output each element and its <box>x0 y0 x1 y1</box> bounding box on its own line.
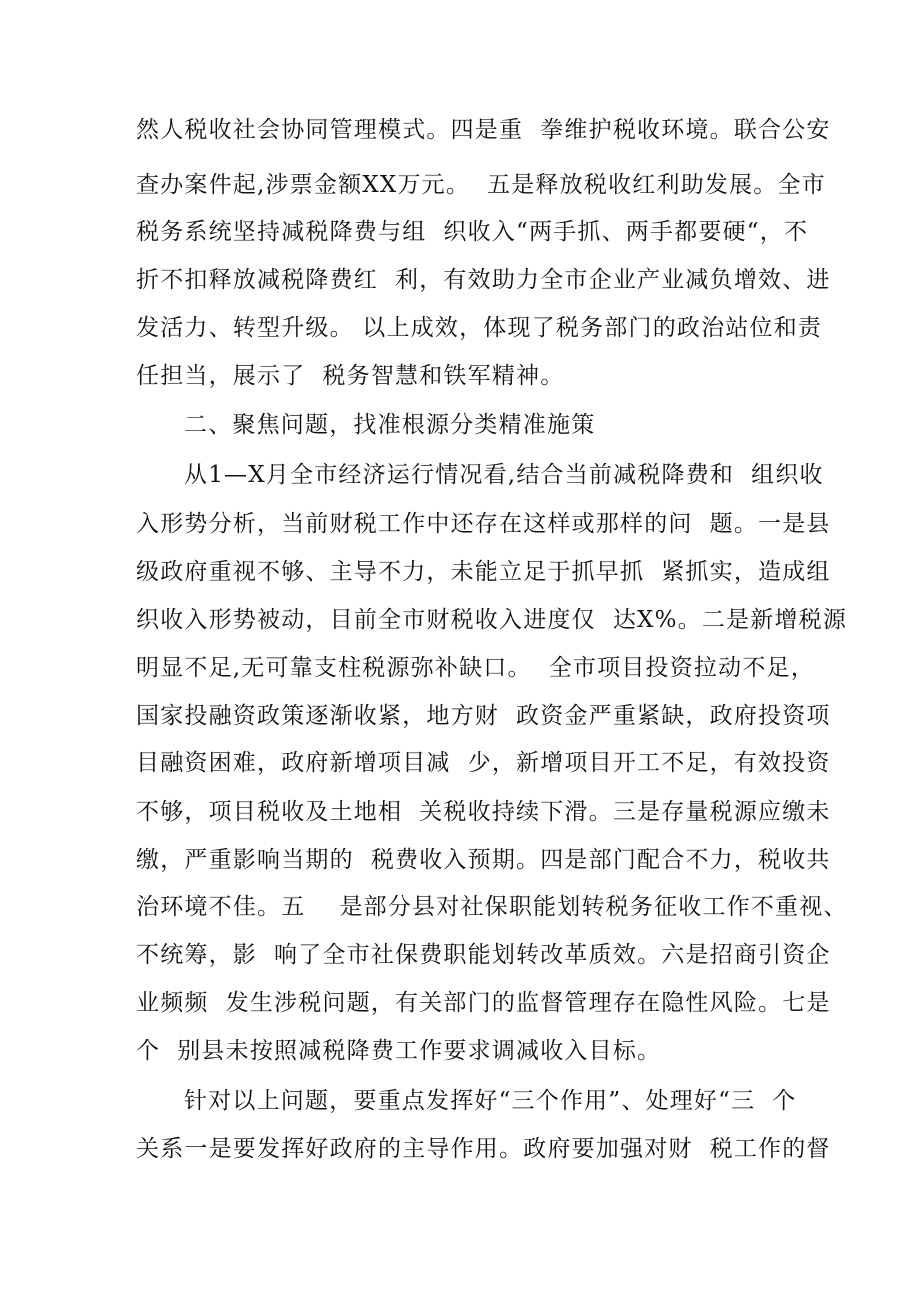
text-line: 税务系统坚持减税降费与组 织收入“两手抓、两手都要硬“，不 <box>136 219 809 245</box>
text-line: 目融资困难，政府新增项目减 少，新增项目开工不足，有效投资 <box>136 750 831 776</box>
text-line: 个 别县未按照减税降费工作要求调减收入目标。 <box>136 1038 662 1064</box>
text-line: 治环境不佳。五 是部分县对社保职能划转税务征收工作不重视、 <box>136 894 848 920</box>
section-heading: 二、聚焦问题，找准根源分类精准施策 <box>184 412 596 438</box>
text-line: 缴，严重影响当期的 税费收入预期。四是部门配合不力，税收共 <box>136 847 831 873</box>
text-line: 然人税收社会协同管理模式。四是重 拳维护税收环境。联合公安 <box>136 117 831 143</box>
text-line: 针对以上问题，要重点发挥好“三个作用”、处理好“三 个 <box>184 1088 797 1114</box>
text-line: 任担当，展示了 税务智慧和铁军精神。 <box>136 363 565 389</box>
text-line: 关系一是要发挥好政府的主导作用。政府要加强对财 税工作的督 <box>136 1136 831 1162</box>
text-line: 查办案件起,涉票金额XX万元。 五是释放税收红利助发展。全市 <box>136 172 826 198</box>
text-line: 明显不足,无可靠支柱税源弥补缺口。 全市项目投资拉动不足， <box>136 655 815 681</box>
text-line: 从1—X月全市经济运行情况看,结合当前减税降费和 组织收 <box>184 462 824 488</box>
text-line: 入形势分析，当前财税工作中还存在这样或那样的问 题。一是县 <box>136 511 831 537</box>
text-line: 不够，项目税收及土地相 关税收持续下滑。三是存量税源应缴未 <box>136 799 831 825</box>
text-line: 业频频 发生涉税问题，有关部门的监督管理存在隐性风险。七是 <box>136 990 831 1016</box>
text-line: 不统筹，影 响了全市社保费职能划转改革质效。六是招商引资企 <box>136 942 831 968</box>
text-line: 国家投融资政策逐渐收紧，地方财 政资金严重紧缺，政府投资项 <box>136 703 831 729</box>
text-line: 折不扣释放减税降费红 利，有效助力全市企业产业减负增效、进 <box>136 267 831 293</box>
text-line: 级政府重视不够、主导不力，未能立足于抓早抓 紧抓实，造成组 <box>136 559 831 585</box>
text-line: 织收入形势被动，目前全市财税收入进度仅 达X%。二是新增税源 <box>136 607 848 633</box>
text-line: 发活力、转型升级。 以上成效，体现了税务部门的政治站位和责 <box>136 315 823 341</box>
